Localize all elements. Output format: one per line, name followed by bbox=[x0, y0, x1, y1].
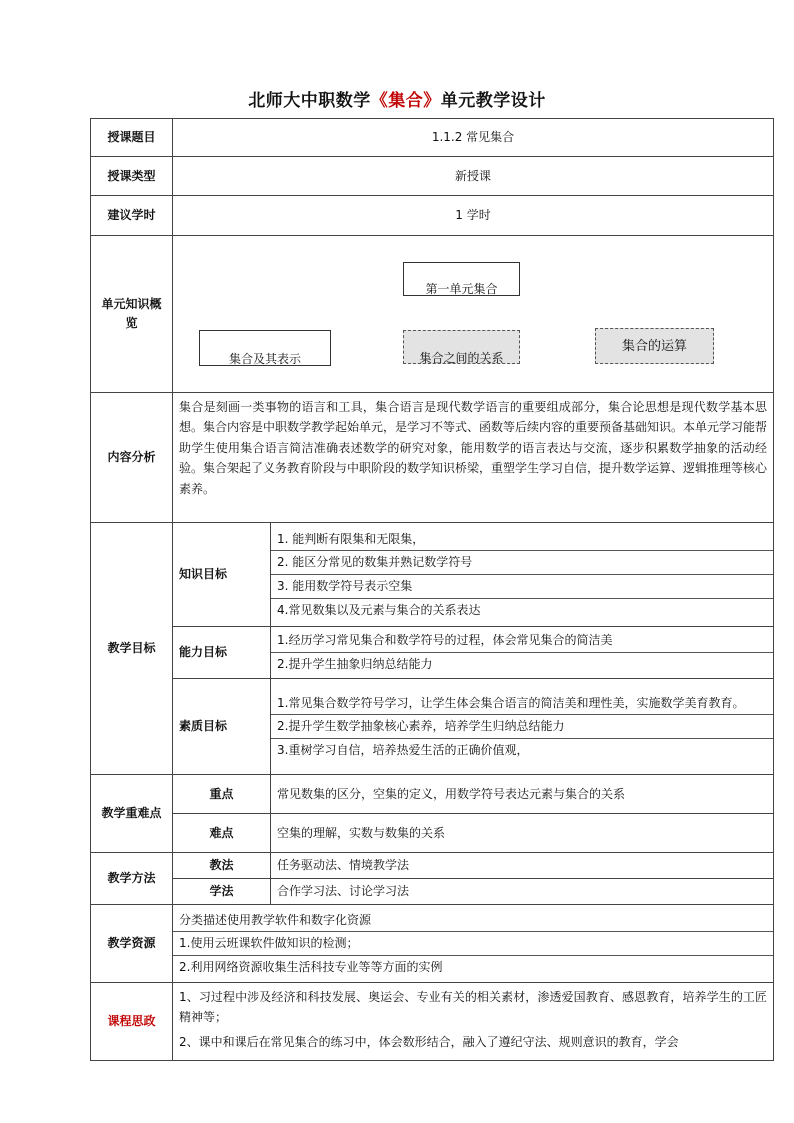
ability-item: 1.经历学习常见集合和数学符号的过程，体会常见集合的简洁美 bbox=[277, 633, 613, 648]
operations-box: 集合的运算 bbox=[595, 328, 714, 364]
teach-method-value: 任务驱动法、情境教学法 bbox=[271, 853, 774, 879]
row-keypoint bbox=[91, 775, 774, 814]
teach-method-label: 教法 bbox=[173, 853, 271, 879]
representation-box: 集合及其表示 bbox=[199, 330, 331, 366]
ideology-label: 课程思政 bbox=[91, 983, 173, 1061]
resources-cell bbox=[173, 905, 774, 983]
row-quality bbox=[91, 679, 774, 775]
row-resources bbox=[91, 905, 774, 983]
objectives-label: 教学目标 bbox=[91, 523, 173, 775]
page-title bbox=[0, 86, 794, 111]
analysis-cell bbox=[173, 393, 774, 523]
unit-box: 第一单元集合 bbox=[403, 262, 520, 296]
row-topic bbox=[91, 119, 774, 157]
knowledge-item: 4.常见数集以及元素与集合的关系表达 bbox=[271, 598, 773, 622]
difficulty-value: 空集的理解，实数与数集的关系 bbox=[271, 814, 774, 853]
type-label: 授课类型 bbox=[91, 157, 173, 196]
row-difficulty bbox=[91, 814, 774, 853]
ability-item: 2.提升学生抽象归纳总结能力 bbox=[271, 652, 773, 676]
analysis-label: 内容分析 bbox=[91, 393, 173, 523]
quality-item: 1.常见集合数学符号学习，让学生体会集合语言的简洁美和理性美，实施数学美育教育。 bbox=[277, 695, 745, 710]
learn-method-label: 学法 bbox=[173, 879, 271, 905]
topic-label: 授课题目 bbox=[91, 119, 173, 157]
knowledge-label: 知识目标 bbox=[173, 523, 271, 627]
knowledge-item: 1. 能判断有限集和无限集， bbox=[277, 531, 425, 546]
methods-label: 教学方法 bbox=[91, 853, 173, 905]
resource-item: 1.使用云班课软件做知识的检测； bbox=[173, 931, 773, 955]
topic-value: 1.1.2 常见集合 bbox=[173, 119, 774, 157]
ability-cell bbox=[271, 627, 774, 679]
overview-label: 单元知识概览 bbox=[91, 236, 173, 393]
ideology-item: 2、课中和课后在常见集合的练习中，体会数形结合，融入了遵纪守法、规则意识的教育，学会 bbox=[179, 1034, 679, 1049]
difficulty-label: 难点 bbox=[173, 814, 271, 853]
row-teach-method bbox=[91, 853, 774, 879]
quality-cell bbox=[271, 679, 774, 775]
title-prefix: 北师大中职数学 bbox=[248, 91, 371, 111]
quality-item: 2.提升学生数学抽象核心素养，培养学生归纳总结能力 bbox=[271, 714, 773, 738]
title-suffix: 单元教学设计 bbox=[440, 91, 546, 111]
row-ability bbox=[91, 627, 774, 679]
analysis-text: 集合是刻画一类事物的语言和工具，集合语言是现代数学语言的重要组成部分，集合论思想是现代数学基本思想。集合内容是中职数学教学起始单元，是学习不等式、函数等后续内容的重要预备基础知识。本单元学习能帮助学生使用集合语言简洁准确表述数学的研究对象，能用数学的语言表达与交流，逐步积累数学抽象的活动经验。集合架起了义务教育阶段与中职阶段的数学知识桥梁，重塑学生学习自信，提升数学运算、逻辑推理等核心素养。 bbox=[179, 400, 768, 496]
knowledge-item: 2. 能区分常见的数集并熟记数学符号 bbox=[271, 550, 773, 574]
quality-label: 素质目标 bbox=[173, 679, 271, 775]
overview-diagram bbox=[173, 236, 774, 393]
row-ideology bbox=[91, 983, 774, 1061]
quality-item: 3.重树学习自信，培养热爱生活的正确价值观， bbox=[271, 738, 773, 762]
keypoints-label: 教学重难点 bbox=[91, 775, 173, 853]
lesson-plan-table bbox=[90, 118, 774, 1061]
hours-value: 1 学时 bbox=[173, 196, 774, 236]
relations-box: 集合之间的关系 bbox=[403, 330, 520, 364]
ability-label: 能力目标 bbox=[173, 627, 271, 679]
resources-label: 教学资源 bbox=[91, 905, 173, 983]
knowledge-cell bbox=[271, 523, 774, 627]
ideology-cell bbox=[173, 983, 774, 1061]
key-value: 常见数集的区分，空集的定义，用数学符号表达元素与集合的关系 bbox=[271, 775, 774, 814]
row-type bbox=[91, 157, 774, 196]
row-hours bbox=[91, 196, 774, 236]
row-analysis bbox=[91, 393, 774, 523]
row-overview bbox=[91, 236, 774, 393]
row-knowledge bbox=[91, 523, 774, 627]
hours-label: 建议学时 bbox=[91, 196, 173, 236]
learn-method-value: 合作学习法、讨论学习法 bbox=[271, 879, 774, 905]
key-label: 重点 bbox=[173, 775, 271, 814]
ideology-item: 1、习过程中涉及经济和科技发展、奥运会、专业有关的相关素材，渗透爱国教育、感恩教育，培养学生的工匠精神等； bbox=[179, 990, 768, 1025]
knowledge-item: 3. 能用数学符号表示空集 bbox=[271, 574, 773, 598]
title-highlight: 《集合》 bbox=[370, 91, 441, 111]
resource-item: 分类描述使用教学软件和数字化资源 bbox=[179, 912, 372, 927]
resource-item: 2.利用网络资源收集生活科技专业等等方面的实例 bbox=[173, 955, 773, 979]
type-value: 新授课 bbox=[173, 157, 774, 196]
row-learn-method bbox=[91, 879, 774, 905]
